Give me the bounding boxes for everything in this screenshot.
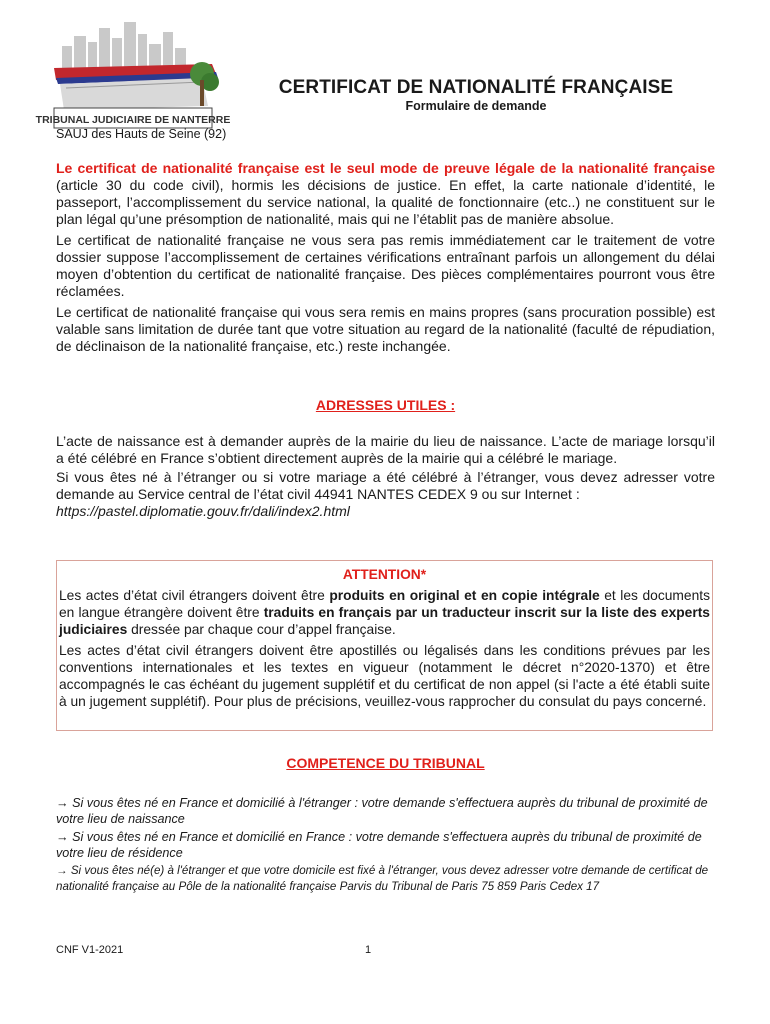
adresses-section [56,433,715,520]
intro-text: (article 30 du code civil), hormis les décisions de justice. En effet, la carte nationale d’identité, le passeport, l’accomplissement du service national, la qualité de fonctionnaire (etc..) ne constituent sur le plan légal qu’une présomption de nationalité, mais qui ne l’établit pas de manière absolue. [56,177,715,227]
competence-item: → Si vous êtes né en France et domicilié à l'étranger : votre demande s'effectuera auprès du tribunal de proximité de votre lieu de naissance [56,796,708,826]
page-title: CERTIFICAT DE NATIONALITÉ FRANÇAISE [278,77,674,98]
intro-paragraph-1 [56,160,715,228]
form-version: CNF V1-2021 [56,944,124,956]
attention-text-c: et les documents en langue étrangère doivent être [59,588,710,620]
attention-heading: ATTENTION* [342,567,427,582]
attention-text-a: Les actes d’état civil étrangers doivent être [59,588,330,603]
intro-highlight: Le certificat de nationalité française est le seul mode de preuve légale de la nationalité française [56,160,715,176]
intro-section [56,160,715,355]
court-name: SAUJ des Hauts de Seine (92) [56,127,227,141]
adresses-paragraph-2 [56,469,715,520]
competence-item: → Si vous êtes né(e) à l'étranger et que votre domicile est fixé à l'étranger, vous devez adresser votre demande de certificat de nationalité française au Pôle de la nationalité française Parvis du Tribunal de Paris 75 859 Paris Cedex 17 [56,864,709,893]
attention-paragraph-1 [59,587,710,638]
attention-bold-d: traduits en français par un traducteur inscrit sur la liste des experts judiciaires [59,605,710,637]
attention-bold-b: produits en original et en copie intégrale [329,588,600,603]
pastel-link[interactable]: https://pastel.diplomatie.gouv.fr/dali/index2.html [56,503,350,519]
adresses-paragraph-1: L’acte de naissance est à demander auprès de la mairie du lieu de naissance. L’acte de mariage lorsqu’il a été célébré en France s’obtient directement auprès de la mairie qui a célébré le mariage. [56,433,715,466]
attention-text-e: dressée par chaque cour d’appel française. [127,622,396,637]
competence-heading: COMPETENCE DU TRIBUNAL [286,755,485,771]
adresses-text: Si vous êtes né à l’étranger ou si votre mariage a été célébré à l’étranger, vous devez adresser votre demande au Service central de l’état civil 44941 NANTES CEDEX 9 ou sur Internet : [56,469,715,502]
page-subtitle: Formulaire de demande [405,99,547,113]
competence-item: → Si vous êtes né en France et domicilié en France : votre demande s'effectuera auprès du tribunal de proximité de votre lieu de résidence [56,830,702,860]
adresses-heading: ADRESSES UTILES : [315,397,456,413]
intro-paragraph-2: Le certificat de nationalité française ne vous sera pas remis immédiatement car le traitement de votre dossier suppose l’accomplissement de certaines vérifications entraînant parfois un allongement du délai moyen d’obtention du certificat de nationalité française. Des pièces complémentaires pourront vous être réclamées. [56,232,715,299]
attention-paragraph-2: Les actes d’état civil étrangers doivent être apostillés ou légalisés dans les conditions prévues par les conventions internationales et les textes en vigueur (notamment le décret n°2020-1370) et être accompagnés le cas échéant du jugement supplétif et du certificat de non appel (si l'acte a été établi suite à un jugement supplétif). Pour plus de précisions, veuillez-vous rapprocher du consulat du pays concerné. [59,643,710,709]
tribunal-logo [35,18,231,136]
attention-box [56,560,713,731]
competence-section [56,795,715,895]
page-number: 1 [365,944,372,956]
logo-text: TRIBUNAL JUDICIAIRE DE NANTERRE [35,114,231,126]
intro-paragraph-3: Le certificat de nationalité française qui vous sera remis en mains propres (sans procuration possible) est valable sans limitation de durée tant que votre situation au regard de la nationalité (faculté de répudiation, de déclinaison de la nationalité française, etc.) reste inchangée. [56,304,715,354]
